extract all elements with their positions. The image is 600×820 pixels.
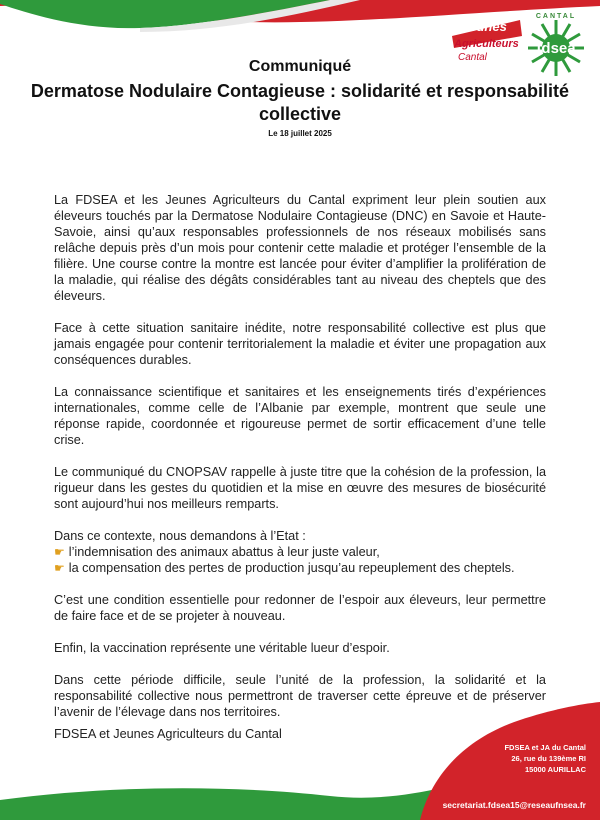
demands-intro: Dans ce contexte, nous demandons à l’Etat :	[54, 529, 306, 543]
paragraph: Le communiqué du CNOPSAV rappelle à juste titre que la cohésion de la profession, la rigueur dans les gestes du quotidien et la mise en œuvre des mesures de biosécurité sont aujourd’hui nos meilleurs remparts.	[54, 465, 546, 511]
title-block	[0, 58, 600, 138]
demand-item	[54, 544, 546, 560]
ja-logo-line3: Cantal	[458, 52, 487, 63]
fdsea-logo-region: CANTAL	[535, 13, 577, 20]
demand-item	[54, 560, 546, 576]
ja-logo-line1: Jeunes	[462, 19, 507, 34]
paragraph: La FDSEA et les Jeunes Agriculteurs du Cantal expriment leur plein soutien aux éleveurs touchés par la Dermatose Nodulaire Contagieuse (DNC) en Savoie et Haute-Savoie, ainsi qu’aux responsables professionnels de nos réseaux mobilisés sans relâche depuis près d’un mois pour contenir cette maladie et protéger l’ensemble de la filière. Une course contre la montre est lancée pour éviter d’amplifier la prolifération de la maladie, qui réalise des dégâts considérables tant au niveau des cheptels que des éleveurs.	[54, 193, 546, 303]
demand-item-text: l’indemnisation des animaux abattus à leur juste valeur,	[68, 545, 380, 559]
paragraph: Face à cette situation sanitaire inédite, notre responsabilité collective est plus que jamais engagée pour contenir territorialement la maladie et éviter une propagation aux conséquences durables.	[54, 321, 546, 367]
footer-address-line: 26, rue du 139ème RI	[511, 754, 586, 763]
document-date: Le 18 juillet 2025	[268, 129, 332, 138]
document-title: Dermatose Nodulaire Contagieuse : solidarité et responsabilité collective	[30, 81, 570, 124]
paragraph: La connaissance scientifique et sanitaires et les enseignements tirés d’expériences internationales, comme celle de l’Albanie par exemple, montrent que seule une réponse rapide, coordonnée et rigoureuse permet de sortir efficacement d’une telle crise.	[54, 385, 546, 447]
paragraph: C’est une condition essentielle pour redonner de l’espoir aux éleveurs, leur permettre de faire face et de se projeter à nouveau.	[54, 593, 546, 623]
signature: FDSEA et Jeunes Agriculteurs du Cantal	[54, 727, 282, 741]
ja-logo-line2: Agriculteurs	[454, 38, 519, 50]
footer-address-line: 15000 AURILLAC	[525, 765, 586, 774]
footer-email-link[interactable]: secretariat.fdsea15@reseaufnsea.fr	[442, 800, 586, 810]
fdsea-logo-name: fdsea	[536, 40, 576, 57]
footer-address	[504, 742, 586, 775]
document-body	[54, 192, 546, 720]
paragraph: Enfin, la vaccination représente une véritable lueur d’espoir.	[54, 641, 390, 655]
pointing-hand-icon: ☛	[54, 561, 65, 575]
demand-item-text: la compensation des pertes de production jusqu’au repeuplement des cheptels.	[68, 561, 515, 575]
pointing-hand-icon: ☛	[54, 545, 65, 559]
paragraph: Dans cette période difficile, seule l’unité de la profession, la solidarité et la responsabilité collective nous permettront de traverser cette épreuve et de préserver l’avenir de l’élevage dans nos territoires.	[54, 673, 546, 719]
footer-address-line: FDSEA et JA du Cantal	[504, 743, 586, 752]
document-kicker: Communiqué	[248, 58, 352, 75]
